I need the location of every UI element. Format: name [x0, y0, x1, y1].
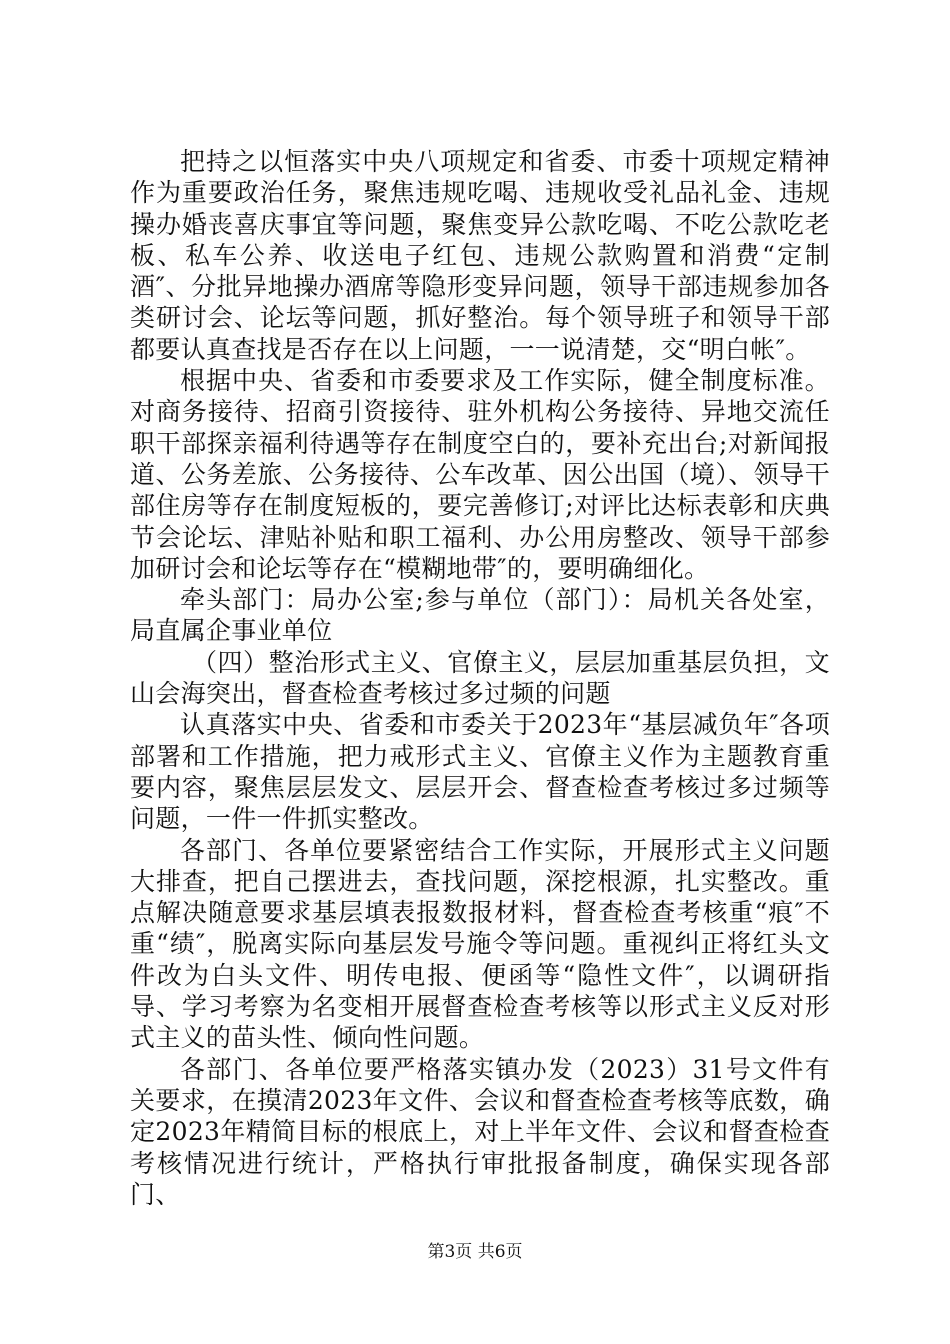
page-footer: 第3页 共6页 [427, 1242, 523, 1262]
paragraph-eight-rules: 把持之以恒落实中央八项规定和省委、市委十项规定精神作为重要政治任务，聚焦违规吃喝、违规收受礼品礼金、违规操办婚丧喜庆事宜等问题，聚焦变异公款吃喝、不吃公款吃老板、私车公养、收送电子红包、违规公款购置和消费“定制酒″、分批异地操办酒席等隐形变异问题，领导干部违规参加各类研讨会、论坛等问题，抓好整治。每个领导班子和领导干部都要认真查找是否存在以上问题，一一说清楚，交“明白帐″。 [130, 147, 830, 364]
paragraph-system-standards: 根据中央、省委和市委要求及工作实际，健全制度标准。对商务接待、招商引资接待、驻外机构公务接待、异地交流任职干部探亲福利待遇等存在制度空白的，要补充出台;对新闻报道、公务差旅、公务接待、公车改革、因公出国（境）、领导干部住房等存在制度短板的，要完善修订;对评比达标表彰和庆典节会论坛、津贴补贴和职工福利、办公用房整改、领导干部参加研讨会和论坛等存在“模糊地带″的，要明确细化。 [130, 366, 830, 583]
document-body [130, 146, 830, 1210]
paragraph-document-31: 各部门、各单位要严格落实镇办发（2023）31号文件有关要求，在摸清2023年文件、会议和督查检查考核等底数，确定2023年精简目标的根底上，对上半年文件、会议和督查检查考核情况进行统计，严格执行审批报备制度，确保实现各部门、 [130, 1054, 830, 1209]
paragraph-lead-department: 牵头部门：局办公室;参与单位（部门）：局机关各处室，局直属企事业单位 [130, 585, 830, 646]
paragraph-burden-reduction: 认真落实中央、省委和市委关于2023年“基层减负年″各项部署和工作措施，把力戒形式主义、官僚主义作为主题教育重要内容，聚焦层层发文、层层开会、督查检查考核过多过频等问题，一件一件抓实整改。 [130, 710, 830, 834]
paragraph-formalism-check: 各部门、各单位要紧密结合工作实际，开展形式主义问题大排查，把自己摆进去，查找问题，深挖根源，扎实整改。重点解决随意要求基层填表报数报材料，督查检查考核重“痕″不重“绩″，脱离实际向基层发号施令等问题。重视纠正将红头文件改为白头文件、明传电报、便函等“隐性文件″，以调研指导、学习考察为名变相开展督查检查考核等以形式主义反对形式主义的苗头性、倾向性问题。 [130, 835, 830, 1053]
section-heading-four: （四）整治形式主义、官僚主义，层层加重基层负担，文山会海突出，督查检查考核过多过频的问题 [130, 647, 830, 709]
